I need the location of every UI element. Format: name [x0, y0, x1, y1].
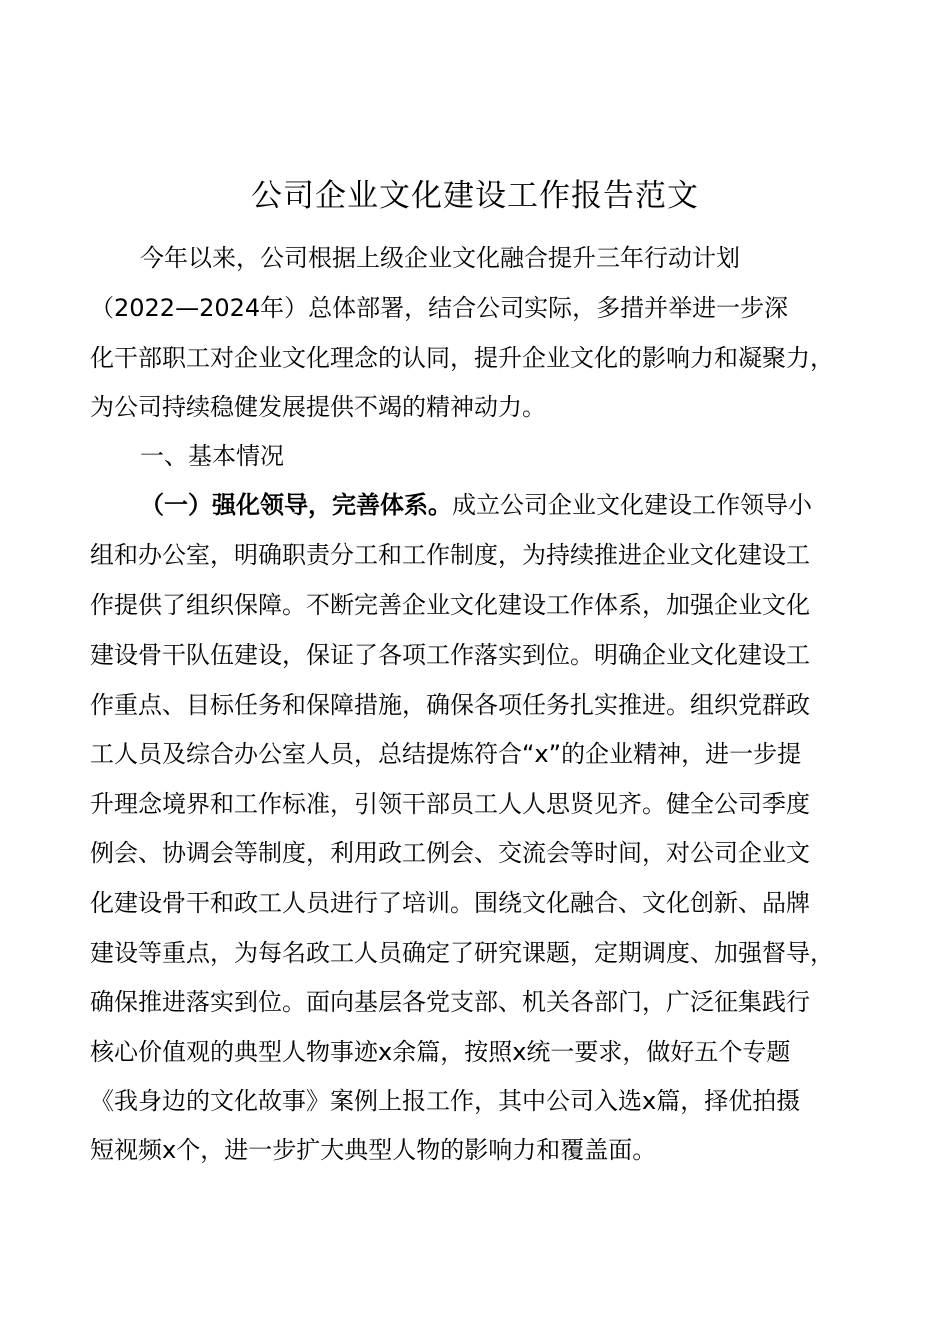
sub-heading: （一）强化领导，完善体系。 [140, 491, 452, 519]
body-line: 《我身边的文化故事》案例上报工作，其中公司入选x篇，择优拍摄 [90, 1087, 801, 1115]
body-line: 组和办公室，明确职责分工和工作制度，为持续推进企业文化建设工 [90, 541, 810, 569]
body-line: 确保推进落实到位。面向基层各党支部、机关各部门，广泛征集践行 [90, 988, 810, 1016]
body-line: 化建设骨干和政工人员进行了培训。围绕文化融合、文化创新、品牌 [90, 889, 810, 917]
body-line: 成立公司企业文化建设工作领导小 [452, 491, 812, 519]
body-line: 核心价值观的典型人物事迹x余篇，按照x统一要求，做好五个专题 [90, 1038, 791, 1066]
body-line: 升理念境界和工作标准，引领干部员工人人思贤见齐。健全公司季度 [90, 790, 810, 818]
section-heading: 一、基本情况 [140, 442, 284, 470]
body-line: 作重点、目标任务和保障措施，确保各项任务扎实推进。组织党群政 [90, 691, 810, 719]
intro-line: 今年以来，公司根据上级企业文化融合提升三年行动计划 [140, 244, 740, 272]
intro-line: 化干部职工对企业文化理念的认同，提升企业文化的影响力和凝聚力， [90, 344, 834, 372]
body-line: 例会、协调会等制度，利用政工例会、交流会等时间，对公司企业文 [90, 839, 810, 867]
paragraph-first-line [140, 480, 890, 530]
body-line: 建设等重点，为每名政工人员确定了研究课题，定期调度、加强督导， [90, 939, 834, 967]
body-line: 短视频x个，进一步扩大典型人物的影响力和覆盖面。 [90, 1136, 657, 1164]
intro-line: （2022—2024年）总体部署，结合公司实际，多措并举进一步深 [90, 294, 789, 322]
body-line: 作提供了组织保障。不断完善企业文化建设工作体系，加强企业文化 [90, 591, 810, 619]
intro-line: 为公司持续稳健发展提供不竭的精神动力。 [90, 393, 546, 421]
document-title: 公司企业文化建设工作报告范文 [251, 178, 699, 214]
body-line: 工人员及综合办公室人员，总结提炼符合“x”的企业精神，进一步提 [90, 740, 802, 768]
body-line: 建设骨干队伍建设，保证了各项工作落实到位。明确企业文化建设工 [90, 641, 810, 669]
